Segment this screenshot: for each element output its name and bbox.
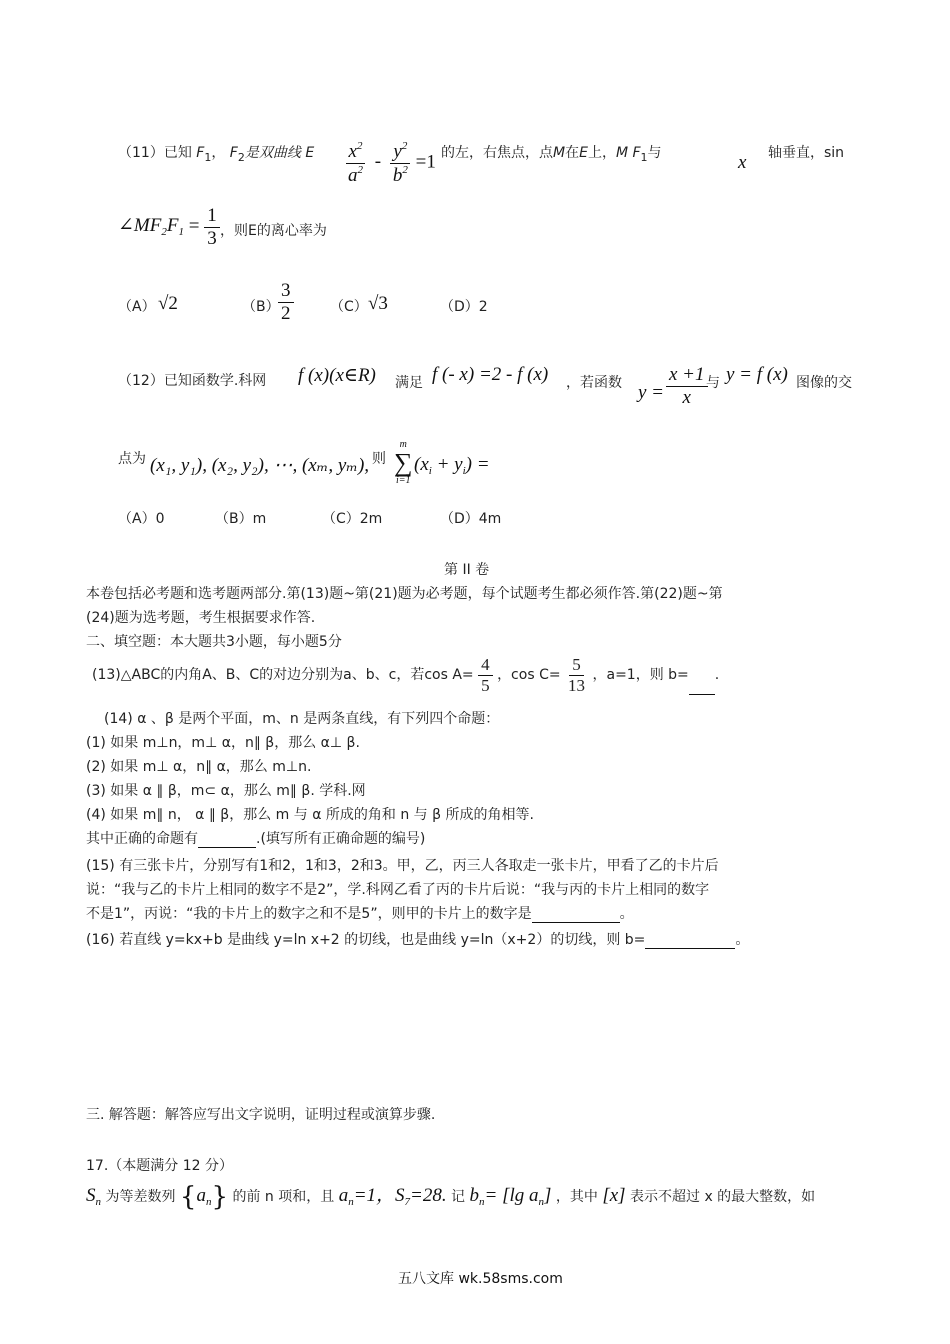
q11-option-c: （C） [330,299,368,315]
q14-line0: (14) α 、β 是两个平面，m、n 是两条直线，有下列四个命题： [104,711,500,727]
q11-option-a: （A） [118,299,156,315]
q12-option-b: （B）m [215,511,267,527]
q11-x-axis: x [738,152,747,173]
q14-line4: (4) 如果 m∥ n， α ∥ β，那么 m 与 α 所成的角和 n 与 β 所成的角相等. [86,807,534,823]
q11-hyperbola-equation: $\frac{x^2}{a^2}$ - $\frac{y^2}{b^2}$ =1 [345,140,436,187]
q12-option-c: （C）2m [322,511,383,527]
q11-option-b: （B） [242,299,280,315]
q11-line1-rest: 的左，右焦点，点M在E上，M $F_1$与 [441,145,662,164]
footer-watermark: 五八文库 wk.58sms.com [398,1271,563,1287]
q12-t5: 点为 [118,451,146,467]
q14-line1: (1) 如果 m⊥n，m⊥ α，n∥ β，那么 α⊥ β. [86,735,360,751]
q12-summation: m ∑ i=1 [394,439,413,486]
q11-line1-end: 轴垂直，sin [768,145,845,161]
q17-title: 17.（本题满分 12 分） [86,1158,233,1174]
q12-sum-expression: $(x_i + y_i)$ = [414,454,490,477]
part3-section-heading: 三. 解答题：解答应写出文字说明，证明过程或演算步骤. [86,1107,436,1123]
q14-line5: 其中正确的命题有 .(填写所有正确命题的编号) [86,831,426,847]
q11-line1: （11）已知 $F_1$， $F_2$是双曲线 E [118,145,315,164]
part2-intro-line2: (24)题为选考题，考生根据要求作答. [86,610,316,626]
q12-function: f (x)(x∈R) [298,365,376,386]
q13: (13)△ABC的内角A、B、C的对边分别为a、b、c，若cos A= $\frac{4}{5}$ ，cos C= $\frac{5}{13}$ ，a=1，则 b= . [92,655,720,695]
q11-question: ，则E的离心率为 [220,223,327,239]
q12-option-a: （A）0 [118,511,165,527]
q11-option-b-value: $\frac{3}{2}$ [278,280,294,325]
q11-option-c-value: √3 [368,293,388,314]
q11-option-a-value: √2 [158,293,178,314]
q15-line1: (15) 有三张卡片，分别写有1和2，1和3，2和3。甲，乙，丙三人各取走一张卡片，甲看了乙的卡片后 [86,858,719,874]
q15-line2: 说：“我与乙的卡片上相同的数字不是2”，学.科网乙看了丙的卡片后说：“我与丙的卡片上相同的数字 [86,882,710,898]
part2-intro-line1: 本卷包括必考题和选考题两部分.第(13)题~第(21)题为必考题，每个试题考生都必须作答.第(22)题~第 [86,586,723,602]
q12-t6: 则 [372,451,386,467]
q12-fraction: $\frac{x +1}{x}$ [666,364,708,409]
q14-line3: (3) 如果 α ∥ β，m⊂ α，那么 m∥ β. 学科.网 [86,783,366,799]
q12-condition: f (- x) =2 - f (x) [432,364,549,385]
q15-line3: 不是1”，丙说：“我的卡片上的数字之和不是5”，则甲的卡片上的数字是 。 [86,906,634,922]
q12-t1: 满足 [395,375,423,391]
q12-y: y = [638,382,665,403]
q12-t4: 图像的交 [796,375,852,391]
q12-label: （12）已知函数学.科网 [118,373,267,389]
q12-t2: ，若函数 [566,375,622,391]
q12-t3: 与 [706,375,720,391]
part2-title: 第 II 卷 [444,562,490,578]
q11-option-d: （D）2 [440,299,488,315]
q17-line1: $S_n$ 为等差数列 $\{a_n\}$ 的前 n 项和，且 $a_n=1$，$S_7=28$. 记 $b_n= [\lg$ $a_n$] ，其中 [x] 表示不超过 x 的最大整数，如 [86,1182,816,1212]
q14-line2: (2) 如果 m⊥ α，n∥ α，那么 m⊥n. [86,759,312,775]
q16-line1: (16) 若直线 y=kx+b 是曲线 y=ln x+2 的切线，也是曲线 y=ln（x+2）的切线，则 b= 。 [86,932,750,948]
q11-angle-expression: $\angle MF_2F_1$ = $\frac{1}{3}$ [118,205,220,250]
q12-points: (x₁, y₁), (x₂, y₂), ⋯, (xₘ, yₘ), [150,455,370,476]
q12-yfx: y = f (x) [726,364,788,385]
q12-option-d: （D）4m [440,511,502,527]
fill-section-heading: 二、填空题：本大题共3小题，每小题5分 [86,634,342,650]
